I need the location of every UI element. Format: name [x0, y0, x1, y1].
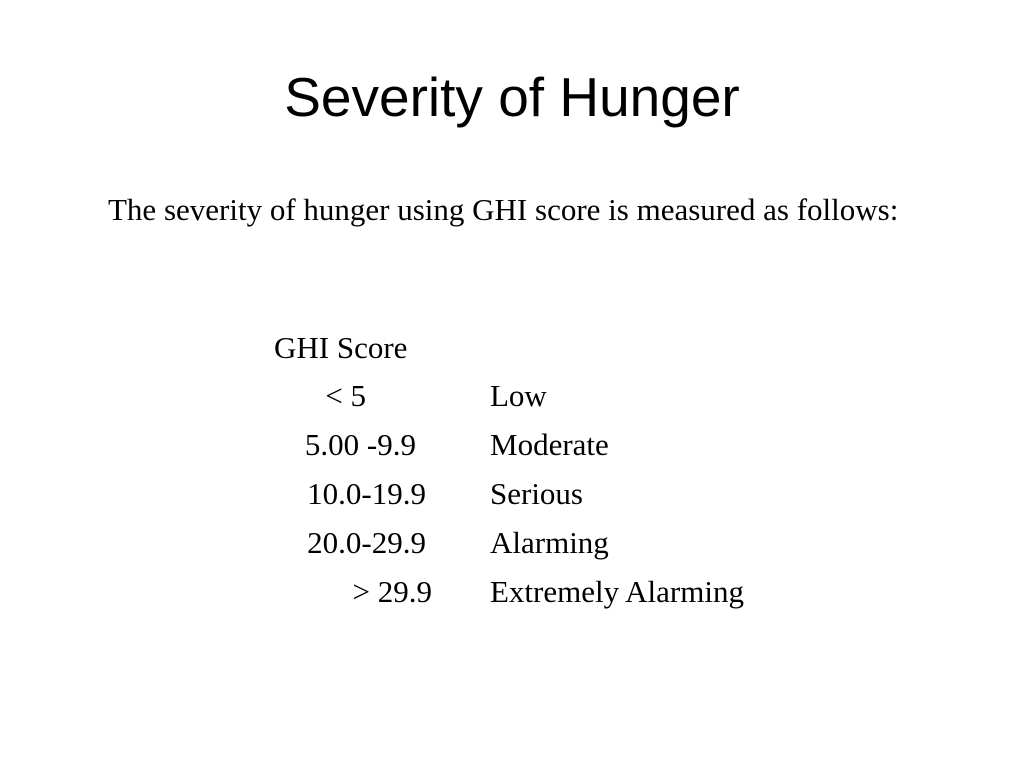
score-cell: < 5 [325, 378, 366, 413]
score-cell: > 29.9 [352, 574, 432, 609]
severity-cell: Moderate [490, 427, 609, 462]
severity-cell: Low [490, 378, 547, 413]
severity-cell: Alarming [490, 525, 609, 560]
severity-cell: Extremely Alarming [490, 574, 744, 609]
score-cell: 20.0-29.9 [307, 525, 426, 560]
severity-cell: Serious [490, 476, 583, 511]
slide-title: Severity of Hunger [284, 66, 740, 128]
score-cell: 10.0-19.9 [307, 476, 426, 511]
intro-text: The severity of hunger using GHI score is measured as follows: [108, 192, 899, 227]
score-cell: 5.00 -9.9 [304, 427, 416, 462]
table-header-ghi-score: GHI Score [274, 330, 408, 365]
